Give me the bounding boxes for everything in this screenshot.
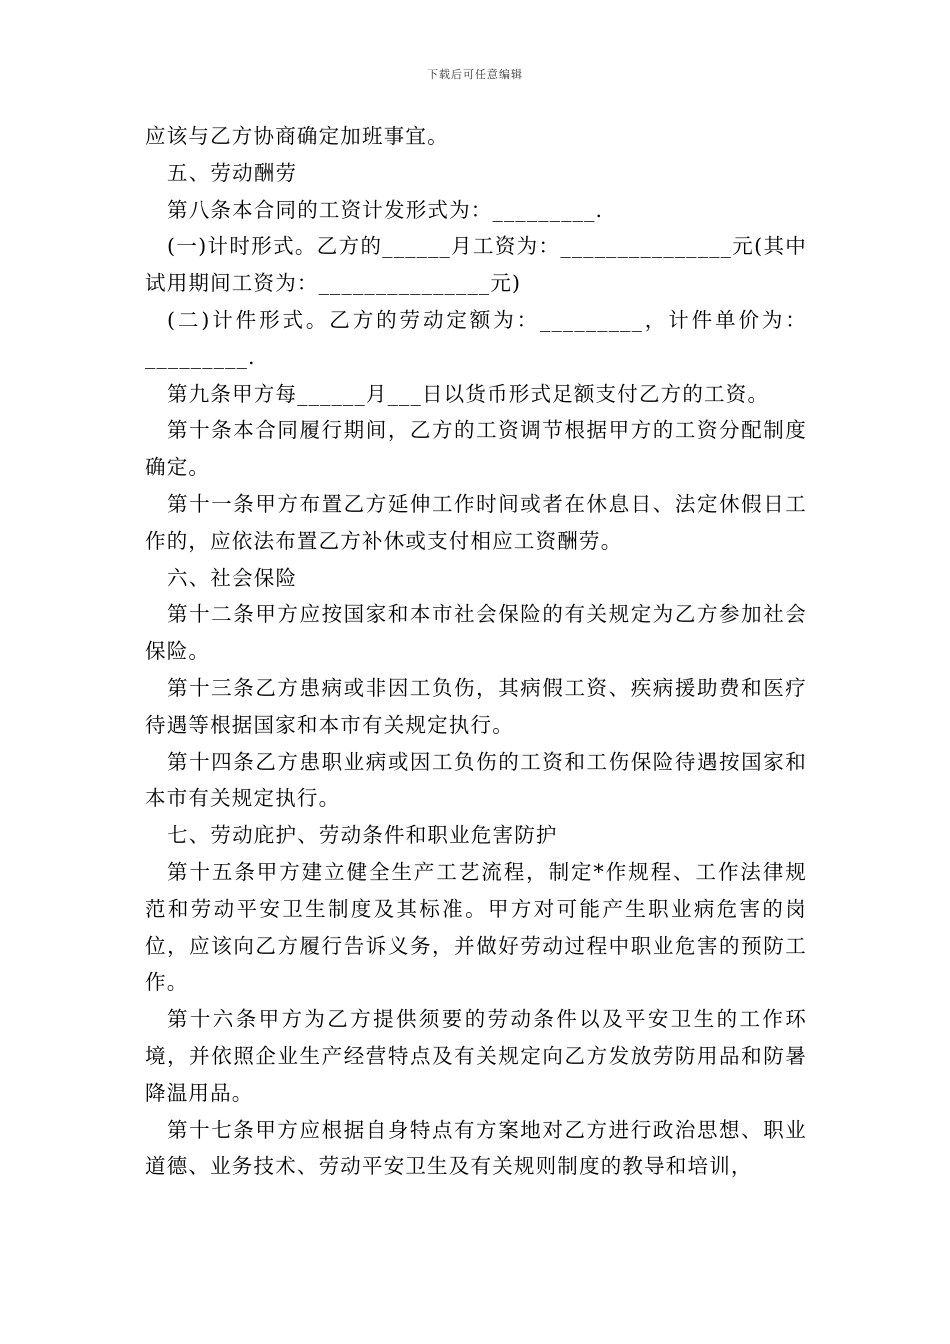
paragraph: 应该与乙方协商确定加班事宜。 bbox=[145, 124, 449, 148]
paragraph: (二)计件形式。乙方的劳动定额为：_________，计件单价为：_________. bbox=[145, 307, 807, 369]
paragraph: 第十条本合同履行期间，乙方的工资调节根据甲方的工资分配制度确定。 bbox=[145, 418, 807, 480]
paragraph: 第八条本合同的工资计发形式为：_________. bbox=[167, 197, 604, 222]
section-heading: 五、劳动酬劳 bbox=[167, 160, 298, 185]
page-header: 下载后可任意编辑 bbox=[427, 68, 523, 81]
section-heading: 六、社会保险 bbox=[167, 565, 298, 590]
paragraph: 第十一条甲方布置乙方延伸工作时间或者在休息日、法定休假日工作的，应依法布置乙方补休或支付相应工资酬劳。 bbox=[145, 491, 807, 553]
paragraph: 第十二条甲方应按国家和本市社会保险的有关规定为乙方参加社会保险。 bbox=[145, 602, 807, 664]
paragraph: 第十五条甲方建立健全生产工艺流程，制定*作规程、工作法律规范和劳动平安卫生制度及其标准。甲方对可能产生职业病危害的岗位，应该向乙方履行告诉义务，并做好劳动过程中职业危害的预防工作。 bbox=[145, 859, 807, 995]
paragraph: 第十七条甲方应根据自身特点有方案地对乙方进行政治思想、职业道德、业务技术、劳动平安卫生及有关规则制度的教导和培训， bbox=[145, 1117, 807, 1179]
paragraph: (一)计时形式。乙方的______月工资为：_______________元(其中试用期间工资为：_______________元) bbox=[145, 234, 807, 296]
section-heading: 七、劳动庇护、劳动条件和职业危害防护 bbox=[167, 823, 558, 848]
paragraph: 第十四条乙方患职业病或因工负伤的工资和工伤保险待遇按国家和本市有关规定执行。 bbox=[145, 749, 807, 811]
document-body bbox=[145, 118, 807, 1185]
paragraph: 第十六条甲方为乙方提供须要的劳动条件以及平安卫生的工作环境，并依照企业生产经营特点及有关规定向乙方发放劳防用品和防暑降温用品。 bbox=[145, 1007, 807, 1105]
paragraph: 第十三条乙方患病或非因工负伤，其病假工资、疾病援助费和医疗待遇等根据国家和本市有关规定执行。 bbox=[145, 675, 807, 737]
paragraph: 第九条甲方每______月___日以货币形式足额支付乙方的工资。 bbox=[167, 381, 770, 406]
